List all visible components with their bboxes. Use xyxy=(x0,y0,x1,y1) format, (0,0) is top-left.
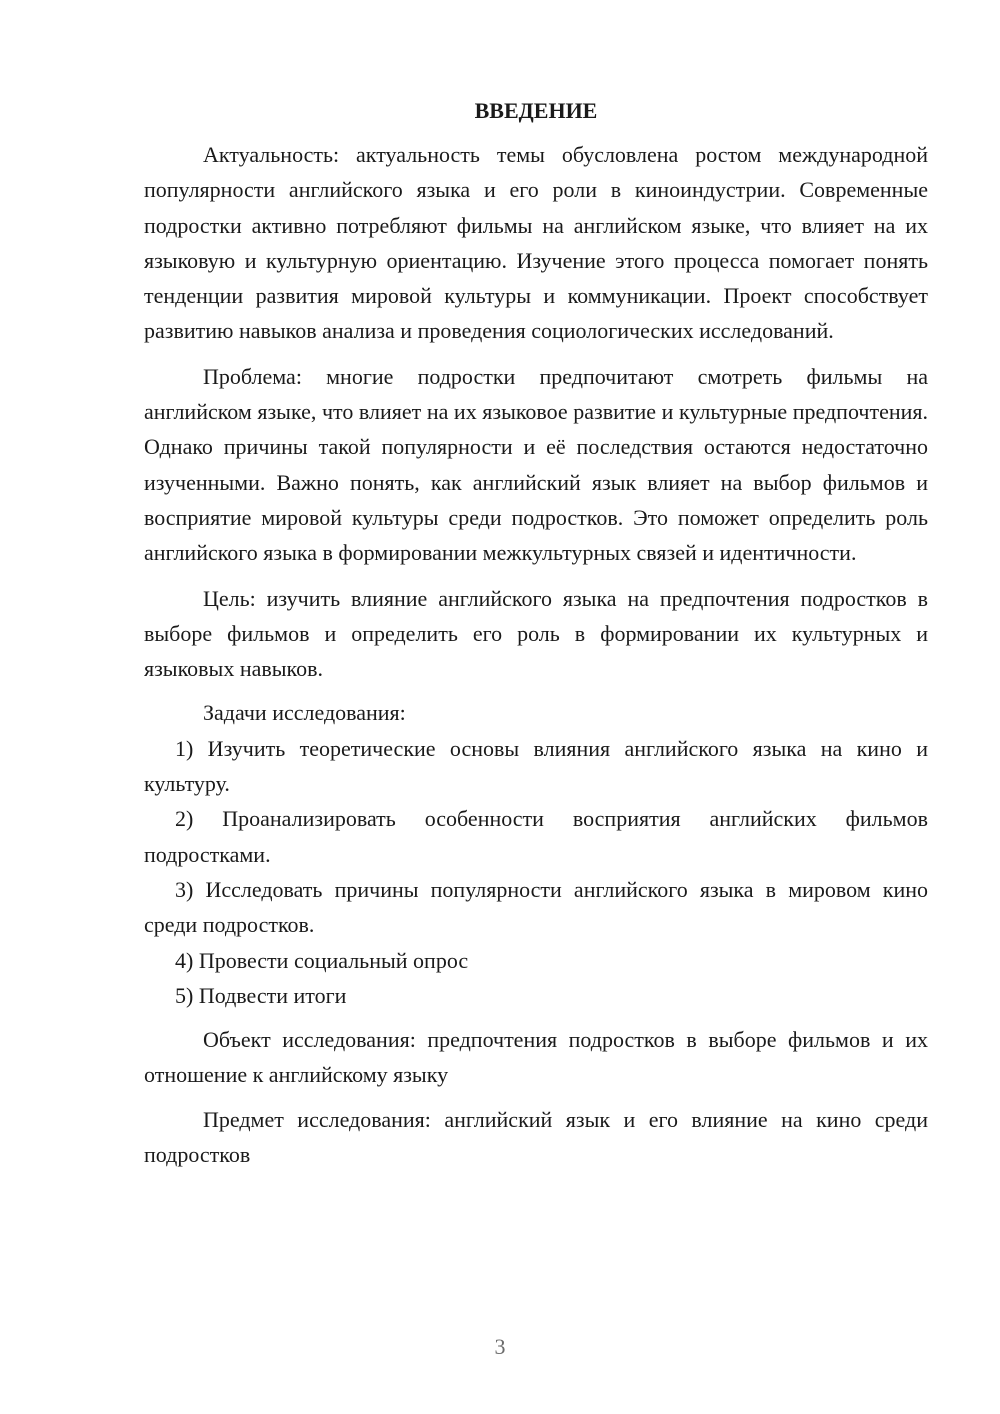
task-item-1: 1) Изучить теоретические основы влияния английского языка на кино и культуру. xyxy=(144,735,928,797)
page-title: ВВЕДЕНИЕ xyxy=(474,98,598,123)
task-item-3: 3) Исследовать причины популярности английского языка в мировом кино среди подростков. xyxy=(144,876,928,938)
object-paragraph: Объект исследования: предпочтения подростков в выборе фильмов и их отношение к английскому языку xyxy=(144,1027,928,1088)
task-item-5: 5) Подвести итоги xyxy=(175,982,347,1008)
relevance-paragraph: Актуальность: актуальность темы обусловлена ростом международной популярности английского языка и его роли в киноиндустрии. Современные подростки активно потребляют фильмы на английском языке, что влияет на их языковую и культурную ориентацию. Изучение этого процесса помогает понять тенденции развития мировой культуры и коммуникации. Проект способствует развитию навыков анализа и проведения социологических исследований. xyxy=(144,142,928,344)
document-body xyxy=(144,95,928,1172)
goal-paragraph: Цель: изучить влияние английского языка на предпочтения подростков в выборе фильмов и определить его роль в формировании их культурных и языковых навыков. xyxy=(144,585,928,682)
subject-paragraph: Предмет исследования: английский язык и его влияние на кино среди подростков xyxy=(144,1106,928,1168)
task-item-2: 2) Проанализировать особенности восприятия английских фильмов подростками. xyxy=(144,806,928,867)
task-item-4: 4) Провести социальный опрос xyxy=(175,947,469,973)
problem-paragraph: Проблема: многие подростки предпочитают смотреть фильмы на английском языке, что влияет на их языковое развитие и культурные предпочтения. Однако причины такой популярности и её последствия остаются недостаточно изученными. Важно понять, как английский язык влияет на выбор фильмов и восприятие мировой культуры среди подростков. Это поможет определить роль английского языка в формировании межкультурных связей и идентичности. xyxy=(144,363,928,566)
tasks-heading: Задачи исследования: xyxy=(203,700,406,726)
page-number: 3 xyxy=(494,1334,506,1359)
